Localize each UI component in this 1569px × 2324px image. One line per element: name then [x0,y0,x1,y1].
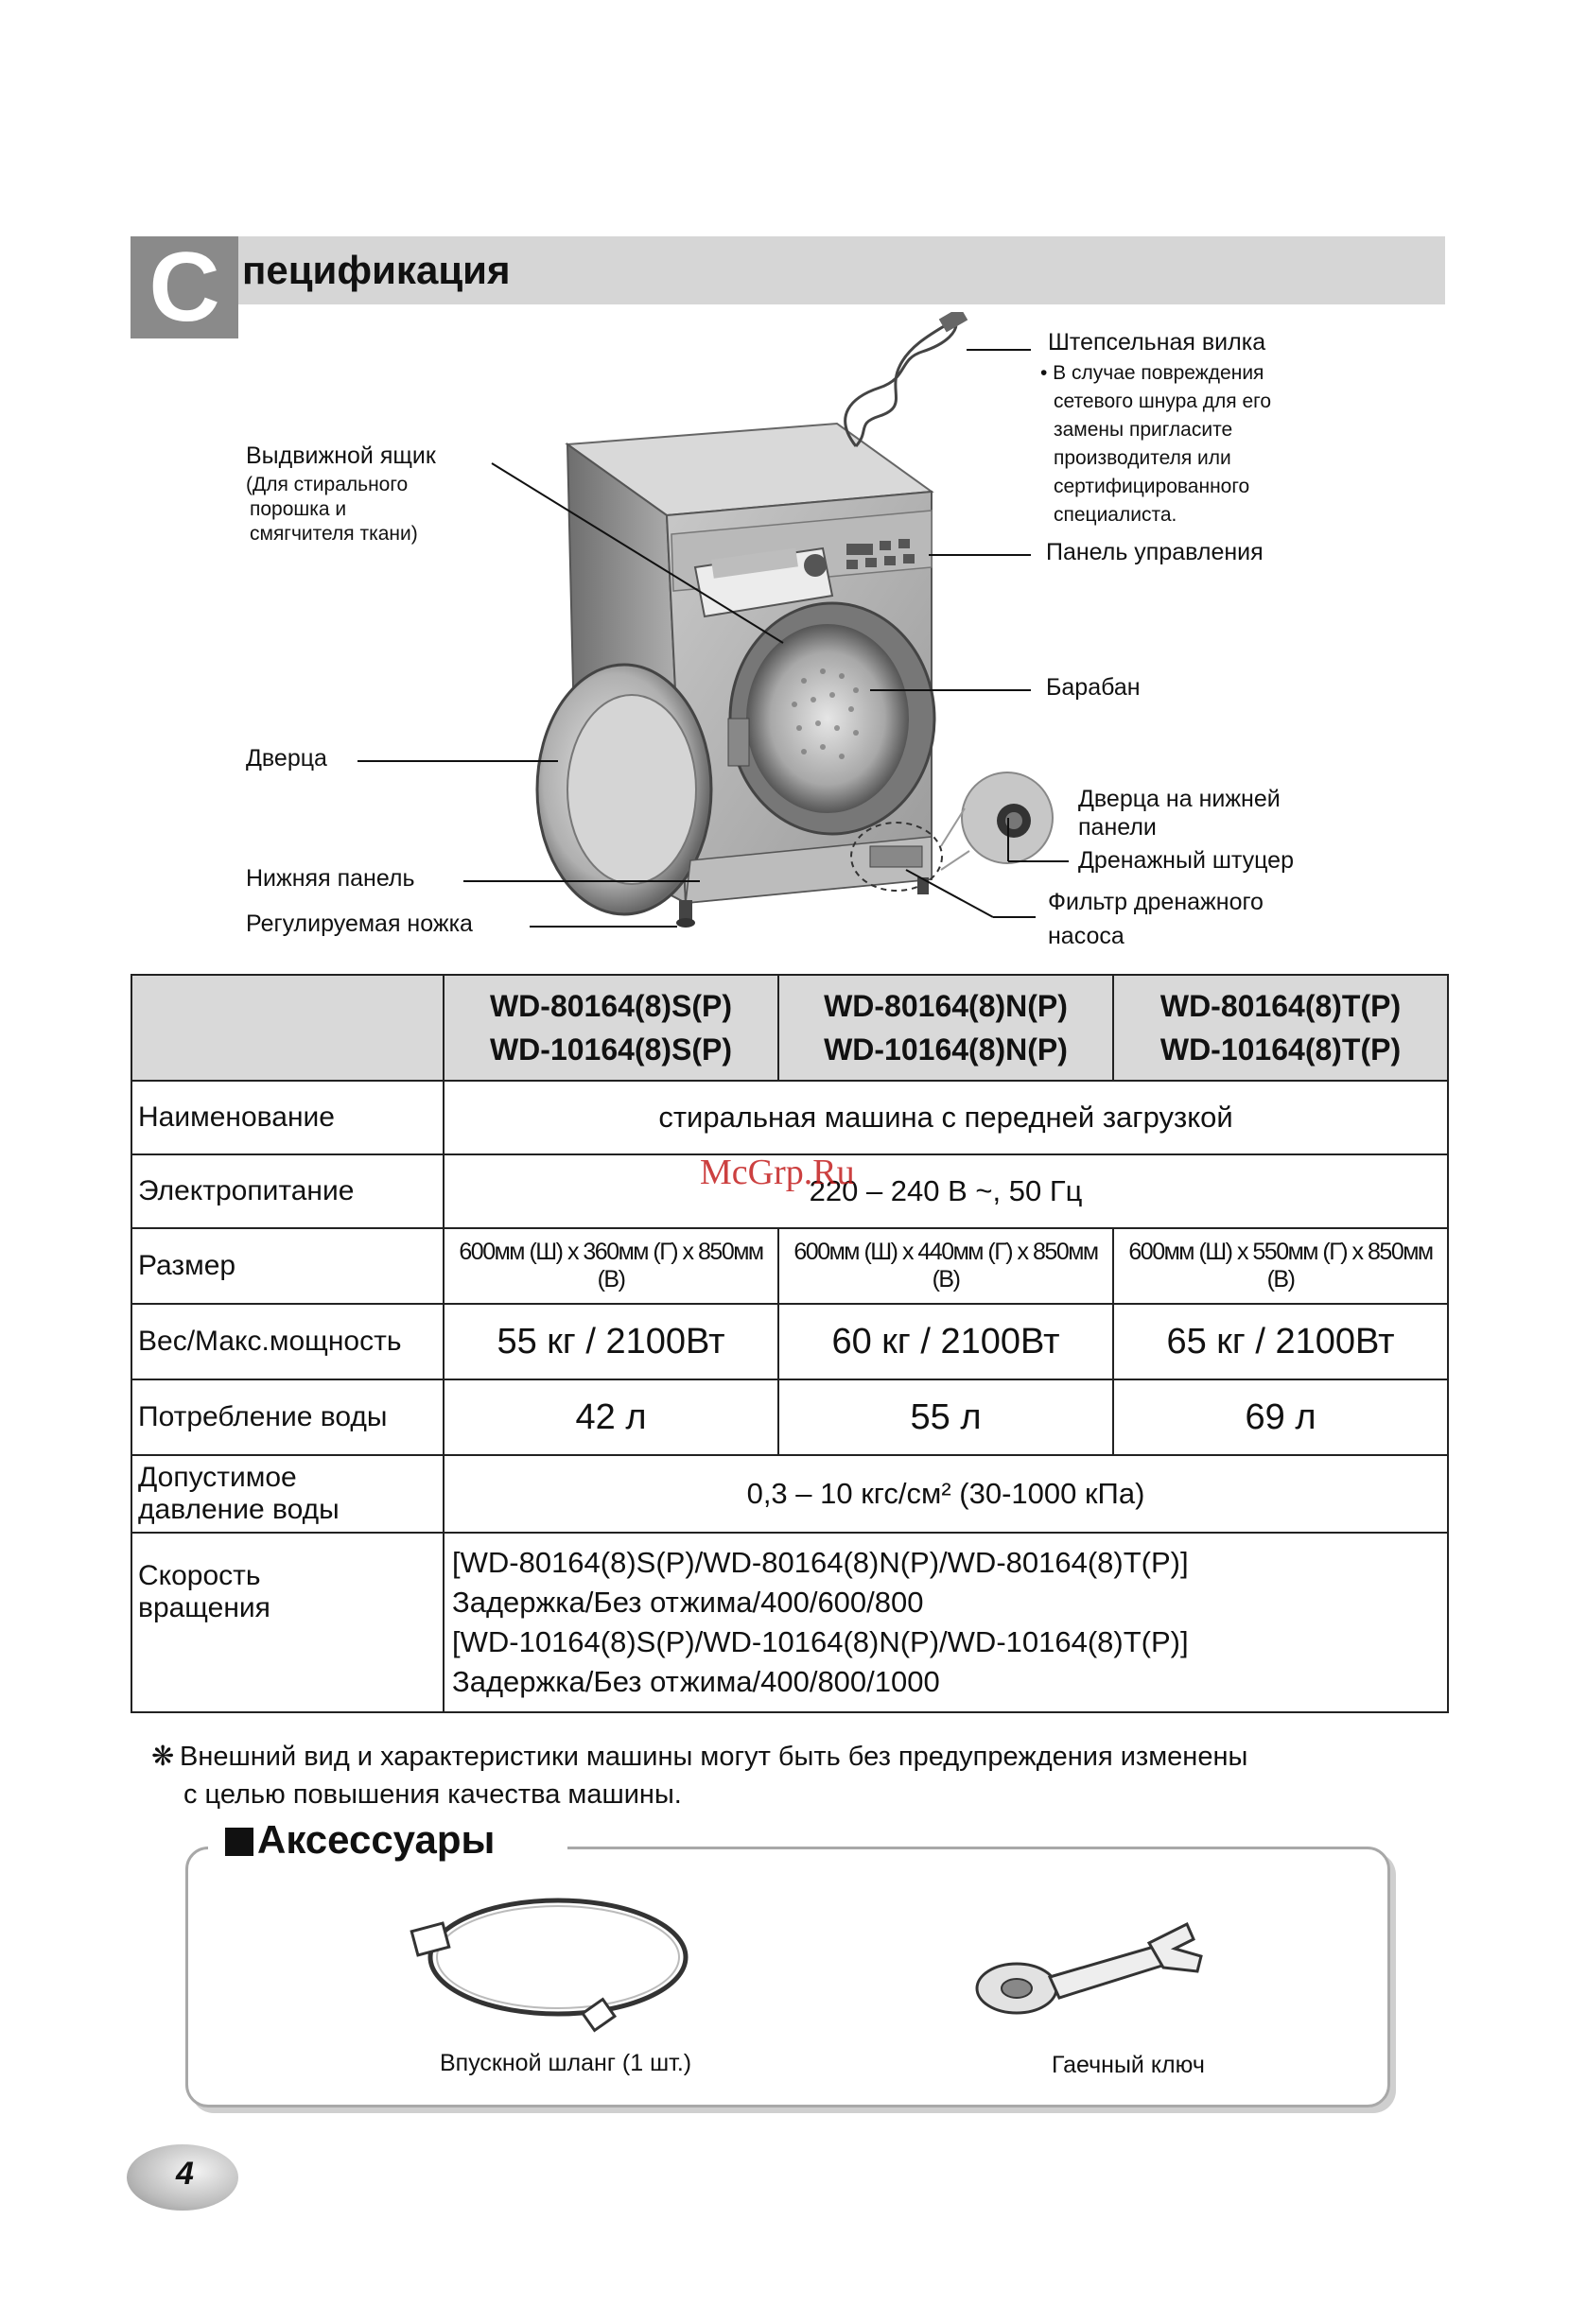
row-value: 600мм (Ш) x 440мм (Г) x 850мм (В) [778,1228,1113,1304]
inlet-hose-icon [397,1891,700,2042]
model-line: WD-10164(8)T(P) [1159,1032,1402,1067]
row-value: 600мм (Ш) x 550мм (Г) x 850мм (В) [1113,1228,1448,1304]
model-line: WD-80164(8)N(P) [824,989,1068,1023]
row-value: 0,3 – 10 кгс/см² (30-1000 кПа) [444,1455,1448,1533]
row-label-line: Допустимое [138,1462,297,1493]
row-value: 69 л [1113,1379,1448,1455]
label-pump-filter-line: Фильтр дренажного [1048,889,1264,915]
watermark: McGrp.Ru [700,1153,855,1192]
page-number: 4 [176,2156,194,2192]
label-drain-plug: Дренажный штуцер [1078,847,1294,874]
row-value: 55 л [778,1379,1113,1455]
speed-line: [WD-80164(8)S(P)/WD-80164(8)N(P)/WD-80164(8)T(P)] [452,1546,1189,1579]
title-initial: С [131,236,238,338]
row-value: 42 л [444,1379,778,1455]
plug-note-line: замены пригласите [1054,419,1233,441]
label-drum: Барабан [1046,674,1141,701]
label-lower-door-line: Дверца на нижней [1078,786,1281,812]
plug-note-line: производителя или [1054,447,1231,469]
row-value: 600мм (Ш) x 360мм (Г) x 850мм (В) [444,1228,778,1304]
page-title: пецификация [242,248,511,292]
label-lower-door-line: панели [1078,814,1157,841]
table-row [131,1533,1448,1712]
table-header-row [131,975,1448,1081]
table-header-model [444,975,778,1081]
label-lower-door [1078,785,1281,841]
drawer-note [246,473,418,546]
label-lower-panel: Нижняя панель [246,865,415,892]
speed-line: [WD-10164(8)S(P)/WD-10164(8)N(P)/WD-10164(8)T(P)] [452,1625,1189,1658]
row-value: стиральная машина с передней загрузкой [444,1081,1448,1154]
label-pump-filter [1048,885,1264,953]
row-value: 60 кг / 2100Вт [778,1304,1113,1379]
row-label [131,1533,444,1712]
table-row [131,1228,1448,1304]
washing-machine-diagram [0,312,1569,974]
plug-note [1040,359,1271,529]
square-bullet-icon [225,1828,253,1856]
row-value: 55 кг / 2100Вт [444,1304,778,1379]
label-leg: Регулируемая ножка [246,911,473,937]
washing-machine-illustration [0,312,1569,974]
table-row [131,1379,1448,1455]
row-label-line: вращения [138,1592,270,1623]
wrench-label: Гаечный ключ [1052,2052,1205,2078]
row-label: Вес/Макс.мощность [131,1304,444,1379]
label-door: Дверца [246,745,327,772]
label-pump-filter-line: насоса [1048,923,1124,949]
row-value [444,1533,1448,1712]
drawer-note-line: смягчителя ткани) [250,523,418,545]
hose-label: Впускной шланг (1 шт.) [440,2050,692,2076]
label-control-panel: Панель управления [1046,539,1264,565]
model-line: WD-80164(8)S(P) [489,989,733,1023]
table-row [131,1455,1448,1533]
spec-table [131,974,1449,1713]
plug-note-line: • В случае повреждения [1040,362,1264,384]
model-line: WD-80164(8)T(P) [1159,989,1402,1023]
table-header-model [1113,975,1448,1081]
table-header-model [778,975,1113,1081]
model-line: WD-10164(8)N(P) [824,1032,1068,1067]
table-header-empty [131,975,444,1081]
drawer-note-line: порошка и [250,498,347,520]
note-symbol: ❋ [151,1742,175,1772]
speed-line: Задержка/Без отжима/400/600/800 [452,1586,924,1619]
label-plug: Штепсельная вилка [1048,329,1266,356]
row-label-line: Скорость [138,1560,261,1591]
row-label: Наименование [131,1081,444,1154]
row-label [131,1455,444,1533]
wrench-icon [974,1915,1229,2028]
table-row [131,1304,1448,1379]
note-text [180,1738,1247,1813]
note-line: с целью повышения качества машины. [183,1779,682,1810]
note-line: Внешний вид и характеристики машины могут быть без предупреждения изменены [180,1742,1248,1772]
drawer-note-line: (Для стирального [246,474,409,495]
label-drawer: Выдвижной ящик [246,442,436,469]
row-label: Потребление воды [131,1379,444,1455]
plug-note-line: сертифицированного [1054,476,1250,497]
model-line: WD-10164(8)S(P) [489,1032,733,1067]
row-label-line: давление воды [138,1494,340,1525]
row-label: Электропитание [131,1154,444,1228]
plug-note-line: специалиста. [1054,504,1177,526]
speed-line: Задержка/Без отжима/400/800/1000 [452,1665,940,1698]
plug-note-line: сетевого шнура для его [1054,390,1272,412]
row-value: 220 – 240 В ~, 50 Гц [444,1154,1448,1228]
row-value: 65 кг / 2100Вт [1113,1304,1448,1379]
table-row [131,1081,1448,1154]
row-label: Размер [131,1228,444,1304]
accessories-title: Аксессуары [257,1817,496,1862]
